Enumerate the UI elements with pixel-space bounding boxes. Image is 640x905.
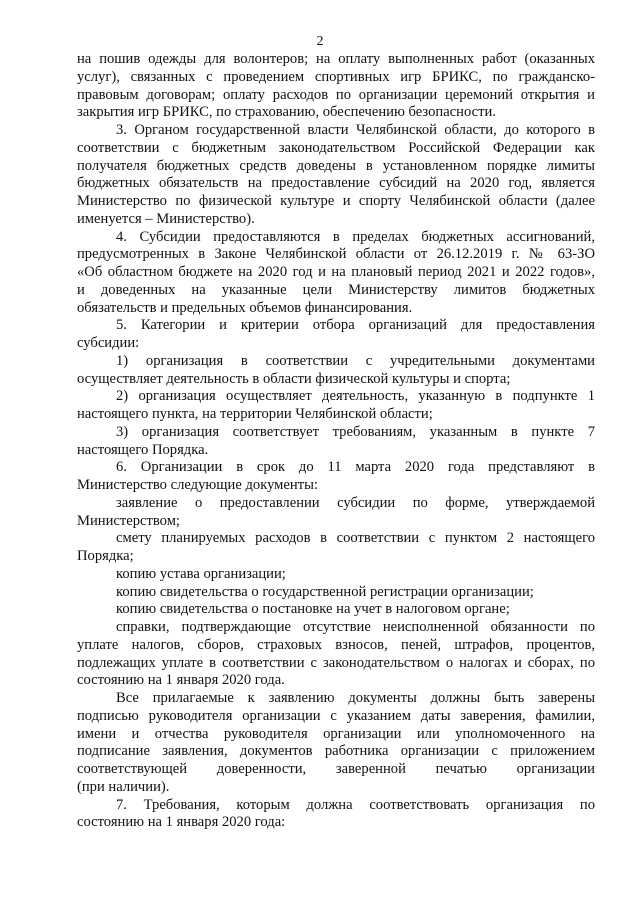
- text-line: соответствии с бюджетным законодательством Российской Федерации как: [77, 139, 595, 156]
- paragraph: [77, 690, 595, 797]
- paragraph: [77, 495, 595, 531]
- text-line: Министерством;: [77, 512, 180, 529]
- text-line: обязательств и предельных объемов финансирования.: [77, 299, 413, 316]
- paragraph: [77, 566, 595, 584]
- text-line: имени и отчества руководителя организации или уполномоченного на: [77, 725, 595, 742]
- text-line: копию устава организации;: [116, 565, 286, 582]
- text-line: 7. Требования, которым должна соответствовать организация по: [116, 796, 595, 813]
- paragraph: [77, 459, 595, 495]
- text-line: 3. Органом государственной власти Челябинской области, до которого в: [116, 122, 595, 138]
- text-line: копию свидетельства о постановке на учет в налоговом органе;: [116, 601, 510, 618]
- paragraph: [77, 424, 595, 460]
- text-line: уплате налогов, сборов, страховых взносов, пеней, штрафов, процентов,: [77, 636, 595, 653]
- paragraph: [77, 584, 595, 602]
- text-line: и доведенных на указанные цели Министерству лимитов бюджетных: [77, 281, 595, 298]
- text-line: состоянию на 1 января 2020 года.: [77, 672, 285, 689]
- text-line: (при наличии).: [77, 778, 170, 795]
- text-line: справки, подтверждающие отсутствие неисполненной обязанности по: [116, 619, 595, 635]
- paragraph: [77, 353, 595, 389]
- text-line: услуг), связанных с проведением спортивных игр БРИКС, по гражданско-: [77, 68, 595, 85]
- text-line: Министерство следующие документы:: [77, 477, 318, 493]
- text-line: осуществляет деятельность в области физической культуры и спорта;: [77, 370, 511, 387]
- text-line: бюджетных обязательств на предоставление субсидий на 2020 год, является: [77, 175, 595, 192]
- paragraph: [77, 51, 595, 122]
- paragraph: [77, 229, 595, 318]
- text-line: Порядка;: [77, 548, 134, 564]
- paragraph: [77, 388, 595, 424]
- text-line: настоящего пункта, на территории Челябинской области;: [77, 406, 433, 422]
- text-line: настоящего Порядка.: [77, 441, 209, 458]
- text-line: соответствующей доверенности, заверенной печатью организации: [77, 761, 595, 777]
- document-body: [77, 51, 595, 832]
- text-line: заявление о предоставлении субсидии по форме, утверждаемой: [116, 494, 595, 511]
- paragraph: [77, 530, 595, 566]
- paragraph: [77, 619, 595, 690]
- text-line: закрытия игр БРИКС, по страхованию, обеспечению безопасности.: [77, 104, 496, 121]
- text-line: 3) организация соответствует требованиям, указанным в пункте 7: [116, 423, 595, 440]
- text-line: копию свидетельства о государственной регистрации организации;: [116, 583, 534, 600]
- text-line: 5. Категории и критерии отбора организаций для предоставления: [116, 317, 595, 334]
- text-line: предусмотренных в Законе Челябинской области от 26.12.2019 г. № 63-ЗО: [77, 246, 595, 263]
- paragraph: [77, 122, 595, 229]
- page-number: 2: [316, 34, 324, 49]
- paragraph: [77, 797, 595, 833]
- text-line: субсидии:: [77, 335, 140, 351]
- text-line: получателя бюджетных средств доведены в установленном порядке лимиты: [77, 157, 595, 174]
- text-line: 6. Организации в срок до 11 марта 2020 года представляют в: [116, 459, 595, 476]
- text-line: состоянию на 1 января 2020 года:: [77, 814, 286, 831]
- text-line: правовым договорам; оплату расходов по организации церемоний открытия и: [77, 86, 595, 103]
- text-line: смету планируемых расходов в соответствии с пунктом 2 настоящего: [116, 530, 595, 547]
- paragraph: [77, 601, 595, 619]
- text-line: подписью руководителя организации с указанием даты заверения, фамилии,: [77, 707, 595, 724]
- text-line: подписание заявления, документов работника организации с приложением: [77, 743, 595, 760]
- text-line: Министерство по физической культуре и спорту Челябинской области (далее: [77, 193, 595, 209]
- text-line: Все прилагаемые к заявлению документы должны быть заверены: [116, 690, 595, 706]
- text-line: на пошив одежды для волонтеров; на оплату выполненных работ (оказанных: [77, 51, 595, 67]
- text-line: «Об областном бюджете на 2020 год и на плановый период 2021 и 2022 годов»,: [77, 264, 595, 280]
- text-line: 1) организация в соответствии с учредительными документами: [116, 352, 595, 369]
- text-line: 4. Субсидии предоставляются в пределах бюджетных ассигнований,: [116, 228, 595, 245]
- text-line: подлежащих уплате в соответствии с законодательством о налогах и сборах, по: [77, 654, 595, 671]
- text-line: именуется – Министерство).: [77, 210, 255, 227]
- text-line: 2) организация осуществляет деятельность, указанную в подпункте 1: [116, 388, 595, 405]
- paragraph: [77, 317, 595, 353]
